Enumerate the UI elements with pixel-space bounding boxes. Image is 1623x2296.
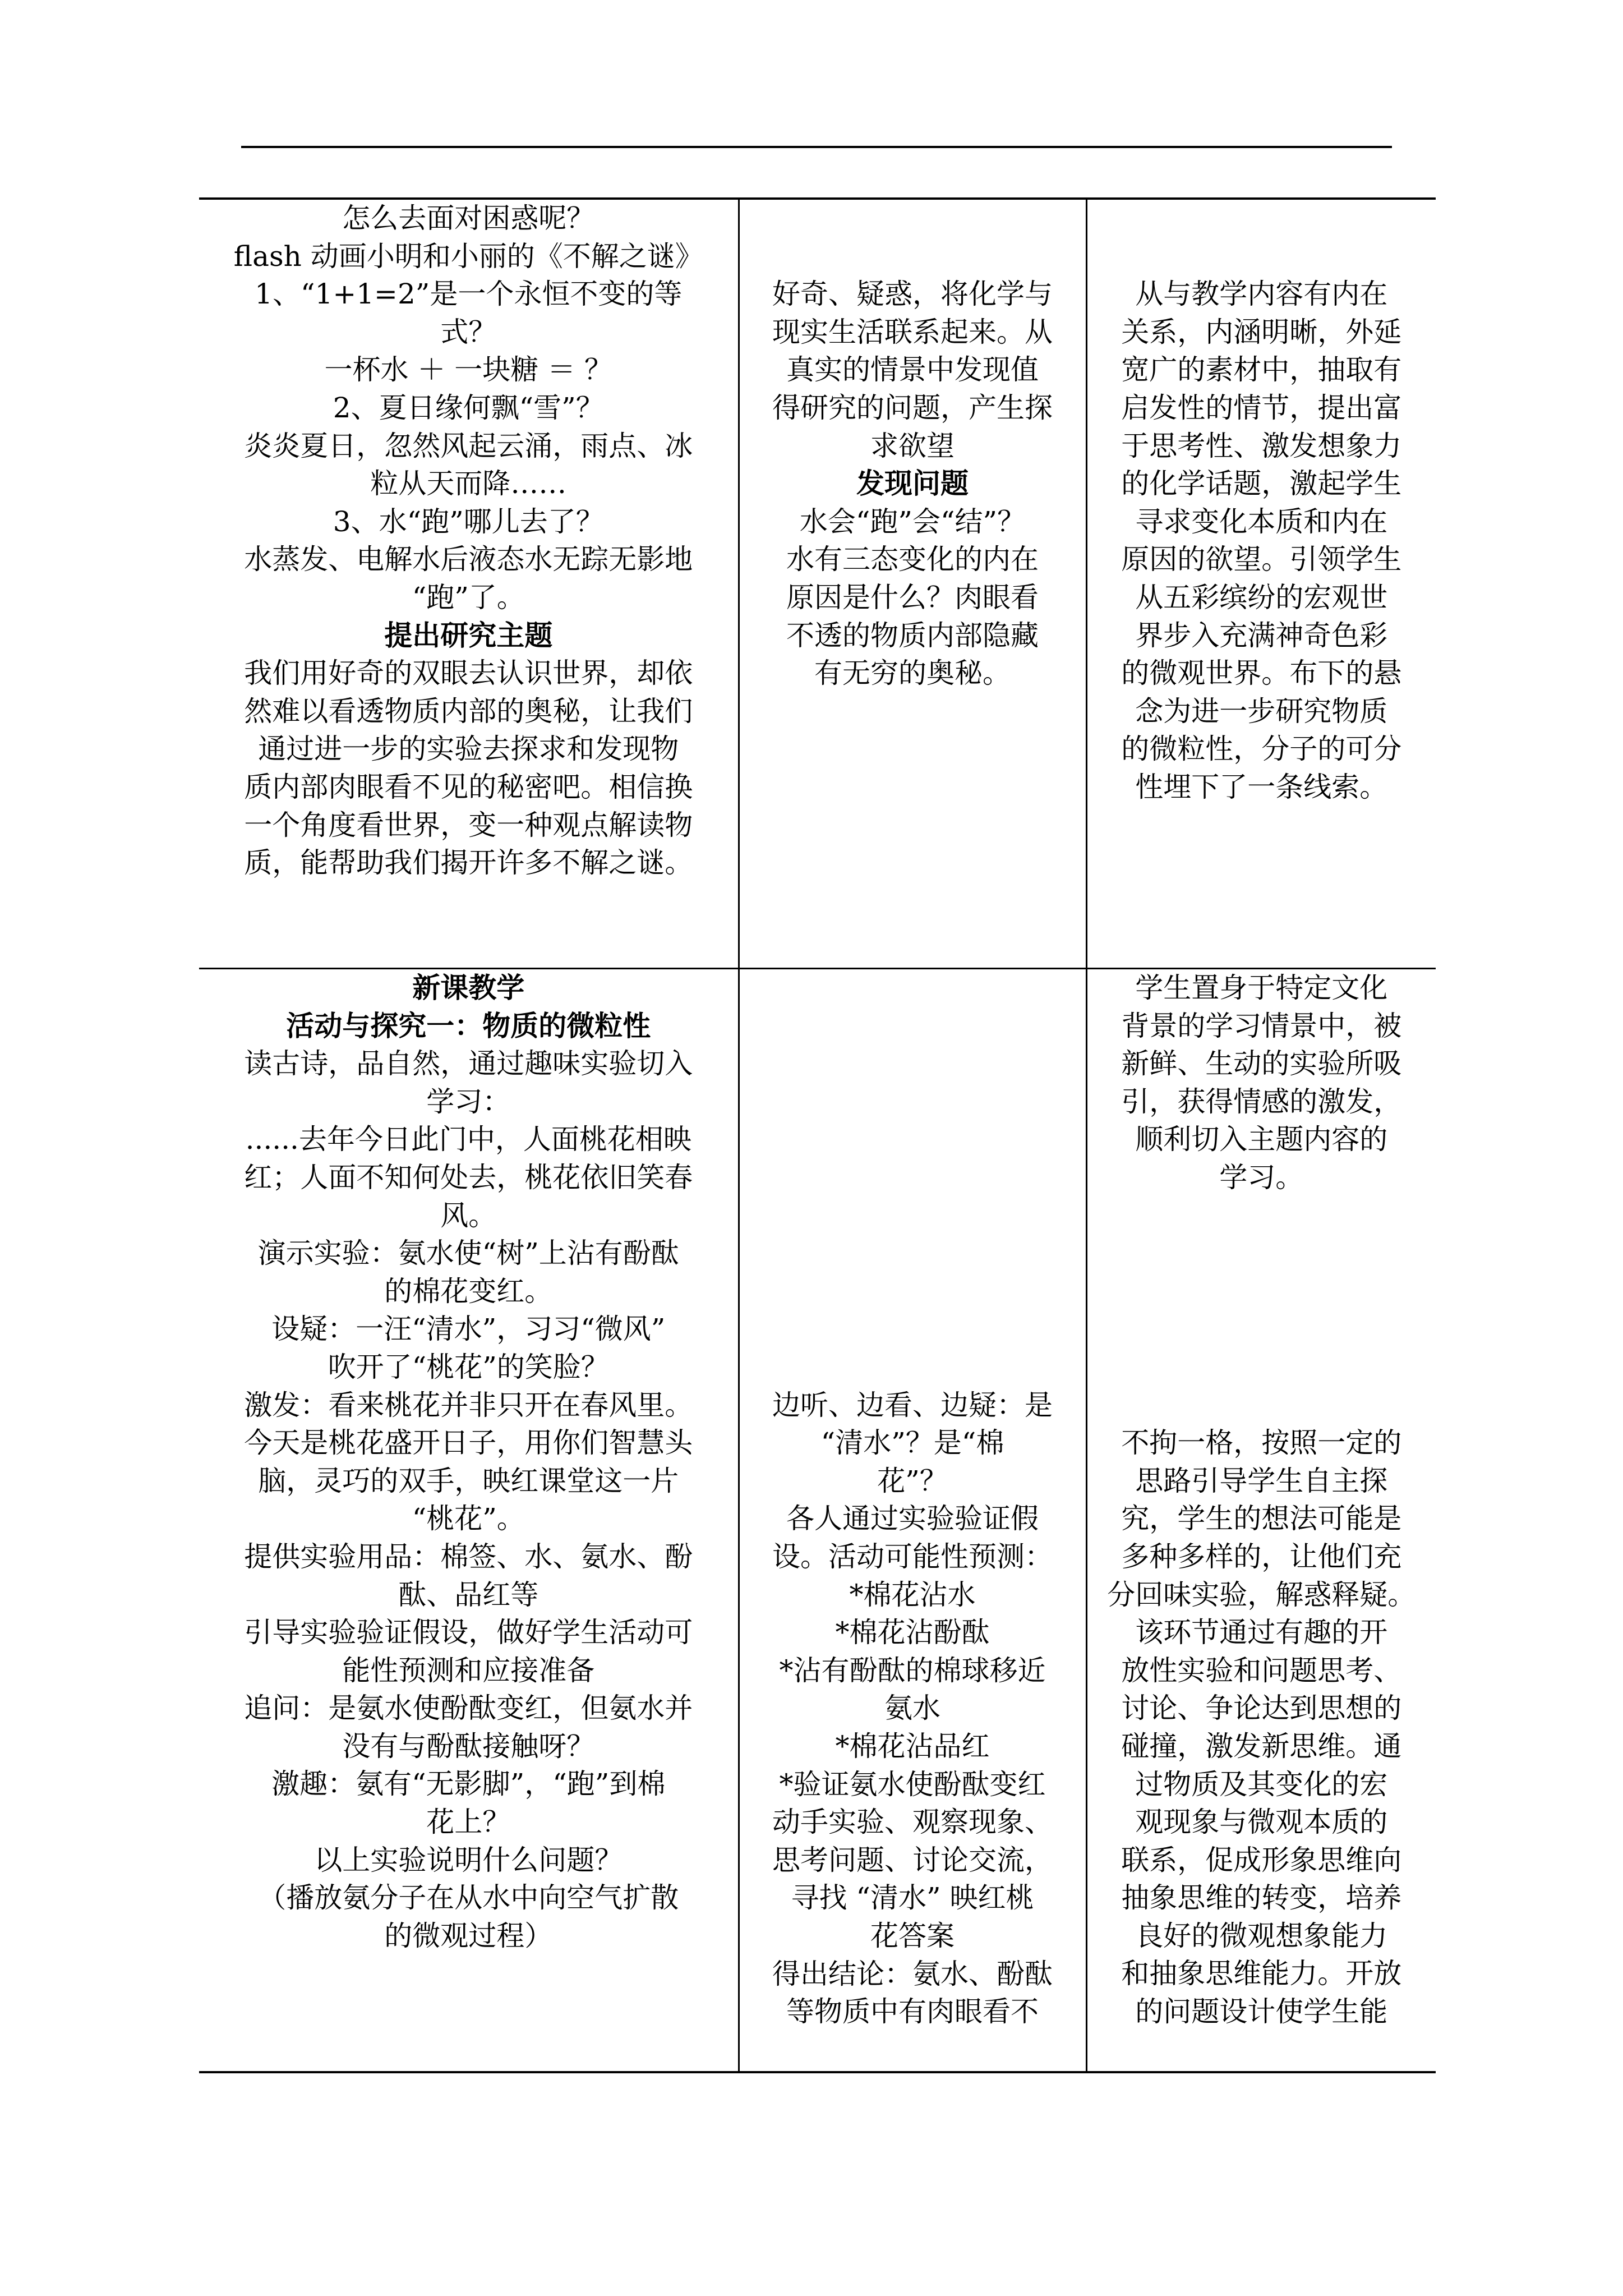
text-line: 学习。 — [1219, 1161, 1304, 1194]
text-line: 真实的情景中发现值 — [786, 353, 1039, 386]
table-row — [199, 199, 1436, 969]
text-line: 一个角度看世界，变一种观点解读物 — [244, 808, 693, 841]
text-line: 从与教学内容有内在 — [1135, 278, 1388, 311]
text-line: 寻求变化本质和内在 — [1135, 505, 1388, 538]
text-line: 我们用好奇的双眼去认识世界，却依 — [244, 657, 693, 690]
text-line: 等物质中有肉眼看不 — [786, 1995, 1039, 2028]
text-line: 不透的物质内部隐藏 — [786, 619, 1039, 652]
text-line: 启发性的情节，提出富 — [1121, 391, 1402, 424]
text-line: 花上？ — [426, 1806, 511, 1839]
text-line: 今天是桃花盛开日子，用你们智慧头 — [244, 1427, 693, 1460]
text-line: 氨水 — [884, 1692, 940, 1725]
text-line: 2、夏日缘何飘“雪”？ — [333, 391, 604, 424]
text-line: 一杯水 ＋ 一块糖 ＝ ？ — [324, 353, 613, 386]
text-line: 放性实验和问题思考、 — [1121, 1654, 1402, 1687]
text-line: flash 动画小明和小丽的《不解之谜》 — [233, 240, 703, 273]
text-line: 背景的学习情景中，被 — [1121, 1009, 1402, 1042]
text-line: 新鲜、生动的实验所吸 — [1121, 1047, 1402, 1080]
text-line: 的棉花变红。 — [384, 1274, 553, 1308]
text-line: 动手实验、观察现象、 — [772, 1806, 1053, 1839]
text-line: *沾有酚酞的棉球移近 — [779, 1654, 1046, 1687]
text-line: 得出结论：氨水、酚酞 — [772, 1957, 1053, 1990]
text-line: 3、水“跑”哪儿去了？ — [333, 505, 604, 538]
text-line: 关系，内涵明晰，外延 — [1121, 315, 1402, 348]
text-line: 通过进一步的实验去探求和发现物 — [258, 733, 679, 766]
text-line: 寻找 “清水” 映红桃 — [791, 1881, 1034, 1915]
lesson-plan-table — [199, 197, 1436, 2073]
text-line: 边听、边看、边疑：是 — [772, 1388, 1053, 1421]
text-line: 性埋下了一条线索。 — [1135, 770, 1388, 803]
design-intent-cell — [1086, 969, 1436, 2073]
text-line: *棉花沾品红 — [835, 1729, 990, 1763]
text-line: 求欲望 — [870, 429, 955, 462]
text-line: 质内部肉眼看不见的秘密吧。相信换 — [244, 770, 693, 803]
text-line: *验证氨水使酚酞变红 — [779, 1768, 1046, 1801]
student-activity-cell — [739, 969, 1086, 2073]
text-line: 宽广的素材中，抽取有 — [1121, 353, 1402, 386]
text-line: 水蒸发、电解水后液态水无踪无影地 — [244, 543, 693, 576]
text-line: 各人通过实验验证假 — [786, 1502, 1039, 1535]
text-line: 炎炎夏日，忽然风起云涌，雨点、冰 — [244, 429, 693, 462]
text-line: 抽象思维的转变，培养 — [1121, 1881, 1402, 1915]
text-line: 没有与酚酞接触呀？ — [342, 1729, 595, 1763]
text-line: 1、“1+1=2”是一个永恒不变的等 — [255, 278, 683, 311]
text-line: 不拘一格，按照一定的 — [1121, 1427, 1402, 1460]
text-line: 于思考性、激发想象力 — [1121, 429, 1402, 462]
text-line: 提供实验用品：棉签、水、氨水、酚 — [244, 1540, 693, 1573]
teacher-activity-cell — [199, 969, 739, 2073]
text-line: 以上实验说明什么问题？ — [314, 1843, 623, 1876]
text-line: 设。活动可能性预测： — [772, 1540, 1053, 1573]
text-line: 怎么去面对困惑呢？ — [342, 202, 595, 234]
text-line: 原因的欲望。引领学生 — [1121, 543, 1402, 576]
text-line: 的微观过程） — [384, 1919, 553, 1952]
text-line: 从五彩缤纷的宏观世 — [1135, 581, 1388, 614]
design-intent-cell — [1086, 199, 1436, 969]
text-line: 的问题设计使学生能 — [1135, 1995, 1388, 2028]
text-line: 现实生活联系起来。从 — [772, 315, 1053, 348]
text-line: 引，获得情感的激发， — [1121, 1085, 1402, 1118]
text-line: *棉花沾水 — [849, 1578, 976, 1611]
text-line: 和抽象思维能力。开放 — [1121, 1957, 1402, 1990]
section-heading: 新课教学 — [412, 972, 525, 1004]
text-line: 水有三态变化的内在 — [786, 543, 1039, 576]
text-line: 激趣：氨有“无影脚”，“跑”到棉 — [271, 1768, 666, 1801]
text-line: 酞、品红等 — [398, 1578, 539, 1611]
text-line: （播放氨分子在从水中向空气扩散 — [258, 1881, 679, 1915]
text-line: 水会“跑”会“结”？ — [799, 505, 1026, 538]
text-line: *棉花沾酚酞 — [835, 1616, 990, 1649]
teacher-activity-cell — [199, 199, 739, 969]
text-line: 学习： — [426, 1085, 511, 1118]
text-line: 追问：是氨水使酚酞变红，但氨水并 — [244, 1692, 693, 1725]
text-line: 讨论、争论达到思想的 — [1121, 1692, 1402, 1725]
text-line: 究，学生的想法可能是 — [1121, 1502, 1402, 1535]
text-line: 界步入充满神奇色彩 — [1135, 619, 1388, 652]
text-line: 联系，促成形象思维向 — [1121, 1843, 1402, 1876]
text-line: 激发：看来桃花并非只开在春风里。 — [244, 1388, 693, 1421]
text-line: 能性预测和应接准备 — [342, 1654, 595, 1687]
text-line: 碰撞，激发新思维。通 — [1121, 1729, 1402, 1763]
text-line: 花答案 — [870, 1919, 955, 1952]
text-line: 红；人面不知何处去，桃花依旧笑春 — [244, 1161, 693, 1194]
text-line: “跑”了。 — [412, 581, 525, 614]
text-line: 的微观世界。布下的悬 — [1121, 657, 1402, 690]
text-line: 观现象与微观本质的 — [1135, 1806, 1388, 1839]
table-row — [199, 969, 1436, 2073]
text-line: 引导实验验证假设，做好学生活动可 — [244, 1616, 693, 1649]
text-line: 质，能帮助我们揭开许多不解之谜。 — [244, 846, 693, 880]
student-activity-cell — [739, 199, 1086, 969]
text-line: 思考问题、讨论交流， — [772, 1843, 1053, 1876]
text-line: 粒从天而降…… — [370, 467, 567, 500]
text-line: 有无穷的奥秘。 — [814, 657, 1011, 690]
text-line: 风。 — [440, 1199, 497, 1232]
text-line: 念为进一步研究物质 — [1135, 694, 1388, 728]
text-line: 原因是什么？肉眼看 — [786, 581, 1039, 614]
text-line: 好奇、疑惑，将化学与 — [772, 278, 1053, 311]
text-line: 然难以看透物质内部的奥秘，让我们 — [244, 694, 693, 728]
text-line: 过物质及其变化的宏 — [1135, 1768, 1388, 1801]
text-line: 良好的微观想象能力 — [1135, 1919, 1388, 1952]
text-line: 设疑：一汪“清水”，习习“微风” — [271, 1313, 666, 1346]
text-line: 读古诗，品自然，通过趣味实验切入 — [244, 1047, 693, 1080]
section-heading: 发现问题 — [856, 467, 969, 500]
text-line: 的化学话题，激起学生 — [1121, 467, 1402, 500]
section-heading: 活动与探究一：物质的微粒性 — [286, 1009, 651, 1042]
text-line: 脑，灵巧的双手，映红课堂这一片 — [258, 1464, 679, 1497]
text-line: 分回味实验，解惑释疑。 — [1107, 1578, 1416, 1611]
text-line: 思路引导学生自主探 — [1135, 1464, 1388, 1497]
text-line: 顺利切入主题内容的 — [1135, 1123, 1388, 1156]
text-line: 该环节通过有趣的开 — [1135, 1616, 1388, 1649]
text-line: 式？ — [440, 315, 497, 348]
text-line: 得研究的问题，产生探 — [772, 391, 1053, 424]
text-line: “清水”？是“棉 — [820, 1427, 1004, 1460]
text-line: 演示实验：氨水使“树”上沾有酚酞 — [257, 1237, 679, 1270]
header-rule — [241, 146, 1392, 148]
text-line: 多种多样的，让他们充 — [1121, 1540, 1402, 1573]
text-line: 的微粒性，分子的可分 — [1121, 733, 1402, 766]
text-line: “桃花”。 — [412, 1502, 525, 1535]
text-line: 吹开了“桃花”的笑脸？ — [328, 1350, 609, 1383]
text-line: 花”？ — [877, 1464, 948, 1497]
section-heading: 提出研究主题 — [384, 619, 553, 652]
text-line: 学生置身于特定文化 — [1135, 972, 1388, 1004]
text-line: ......去年今日此门中，人面桃花相映 — [245, 1123, 691, 1156]
